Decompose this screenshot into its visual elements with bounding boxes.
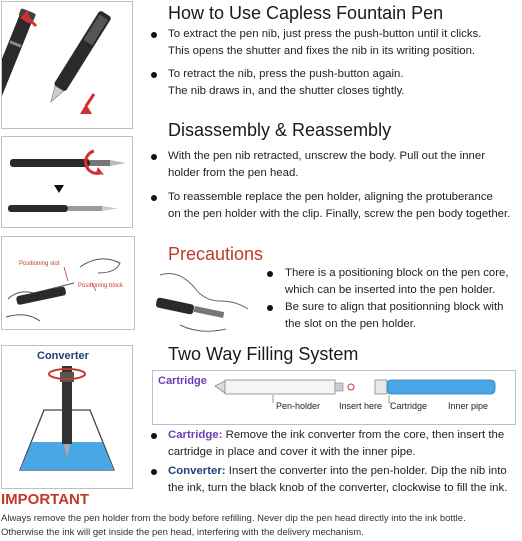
section3-bullet2 [285,299,503,332]
section1-bullet2 [168,66,405,99]
cartridge-label: Cartridge [158,375,207,387]
cartridge-term: Cartridge: [168,429,223,441]
bullet-dot [151,433,157,439]
section1-title: How to Use Capless Fountain Pen [168,3,444,23]
section2-bullet2 [168,189,510,222]
bullet-dot [151,32,157,38]
section3-title: Precautions [168,244,264,264]
section4-bullet-cartridge [168,427,504,460]
text-line: cartridge in place and cover it with the inner pipe. [168,445,416,458]
important-text [1,512,466,540]
bullet-dot [151,72,157,78]
bullet-dot [151,195,157,201]
bullet-dot [151,469,157,475]
text-line: the ink, turn the black knob of the converter, clockwise to fill the ink. [168,481,508,494]
fig-label-insert-here: Insert here [339,401,383,411]
section2-bullet1 [168,148,485,181]
text-line: To extract the pen nib, just press the push-button until it clicks. [168,28,482,40]
text-line: This opens the shutter and fixes the nib in its writing position. [168,44,476,57]
fig-label-cartridge: Cartridge [390,401,428,411]
important-title: IMPORTANT [1,491,90,508]
converter-term: Converter: [168,465,226,477]
bullet-dot [267,305,273,311]
fig-label-pen-holder: Pen-holder [276,401,321,411]
text-line: To reassemble replace the pen holder, aligning the protuberance [168,191,493,203]
capless-pen-figure [1,1,133,129]
text-line [168,463,507,480]
text-line [168,427,504,444]
label-positioning-slot: Positioning slot [19,261,60,267]
pen-core-hand-figure [150,265,254,341]
text-line: The nib draws in, and the shutter closes tightly. [168,84,405,97]
section3-bullet1 [285,265,509,298]
text-line: Otherwise the ink will get inside the pen head, interfering with the delivery mechanism. [1,527,364,538]
text-line: To retract the nib, press the push-button again. [168,68,404,80]
disassembly-figure [1,136,133,228]
section1-bullet1 [168,26,481,59]
text-line: which can be inserted into the pen holder. [285,283,496,296]
text-line: holder from the pen head. [168,166,299,179]
bullet-dot [151,154,157,160]
fig-label-inner-pipe: Inner pipe [448,401,489,411]
text-line: the slot on the pen holder. [285,317,417,330]
text-line: Be sure to align that positionning block with [285,301,504,313]
text-line: With the pen nib retracted, unscrew the body. Pull out the inner [168,150,486,162]
text-line: Always remove the pen holder from the body before refilling. Never dip the pen head directly into the ink bottle. [1,513,466,524]
bullet-dot [267,271,273,277]
label-positioning-block: Positioning block [78,283,124,289]
text-line: There is a positioning block on the pen core, [285,267,509,279]
text-line: on the pen holder with the clip. Finally, screw the pen body together. [168,207,511,220]
section4-title: Two Way Filling System [168,344,359,364]
section4-bullet-converter [168,463,507,496]
cartridge-text: Remove the ink converter from the core, then insert the [222,429,505,441]
section2-title: Disassembly & Reassembly [168,120,392,140]
converter-text: Insert the converter into the pen-holder. Dip the nib into [225,465,507,477]
converter-label: Converter [37,350,89,362]
converter-figure [1,345,133,489]
